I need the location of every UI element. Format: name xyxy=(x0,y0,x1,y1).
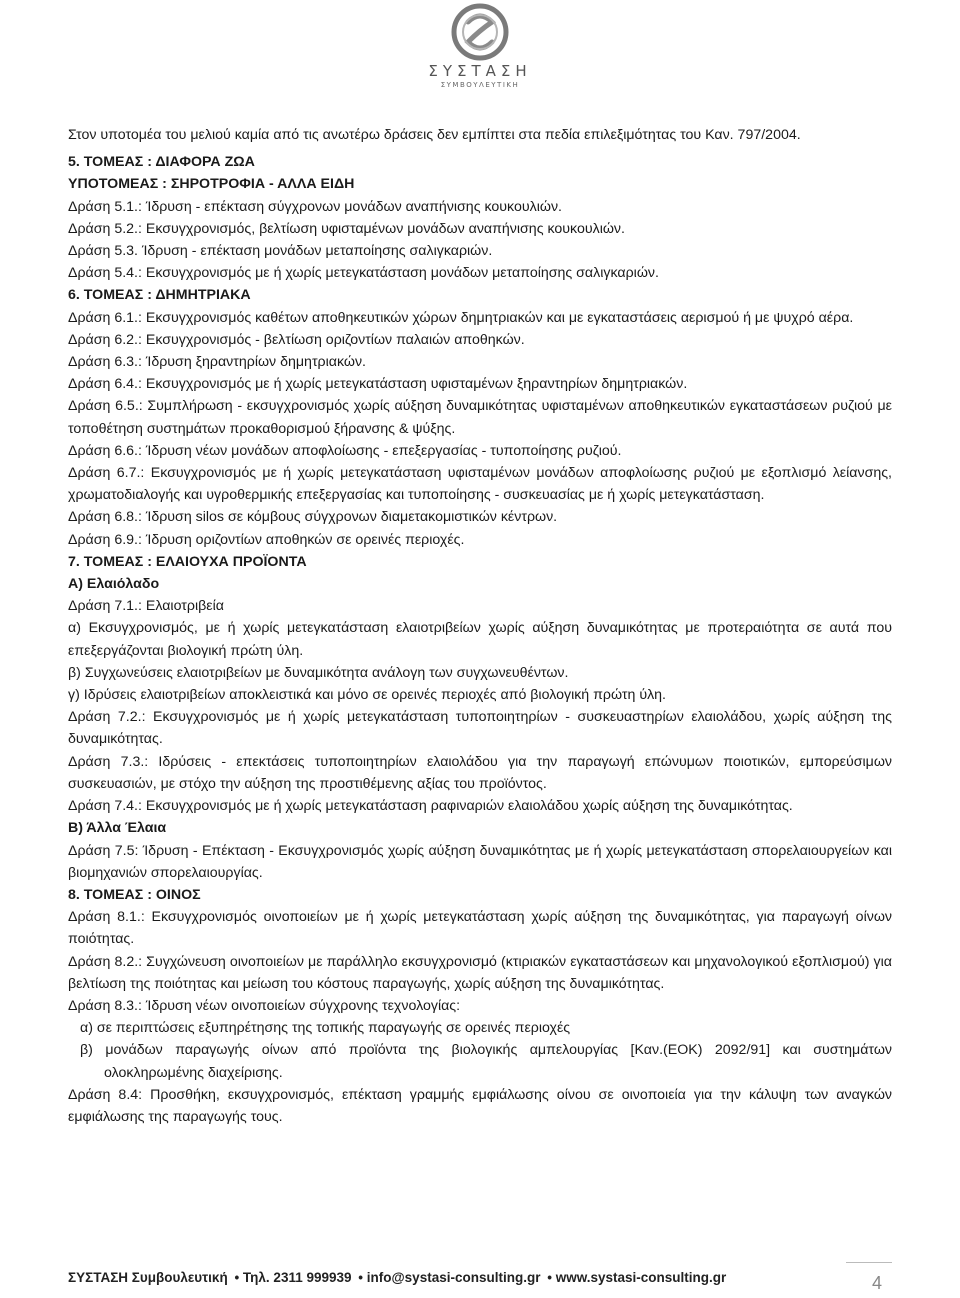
action-8-3-b: β) μονάδων παραγωγής οίνων από προϊόντα της βιολογικής αμπελουργίας [Καν.(ΕΟΚ) 2092/91] και συστημάτων ολοκληρωμένης διαχείρισης. xyxy=(80,1042,892,1081)
action-6-1: Δράση 6.1.: Εκσυγχρονισμός καθέτων αποθηκευτικών χώρων δημητριακών και με εγκαταστάσεις αερισμού ή με ψυχρό αέρα. xyxy=(68,309,854,326)
logo-name: ΣΥΣΤΑΣΗ xyxy=(428,62,532,80)
section-5-subtitle: ΥΠΟΤΟΜΕΑΣ : ΣΗΡΟΤΡΟΦΙΑ - ΑΛΛΑ ΕΙΔΗ xyxy=(68,176,355,193)
footer-phone: • Τηλ. 2311 999939 xyxy=(234,1270,352,1285)
action-5-2: Δράση 5.2.: Εκσυγχρονισμός, βελτίωση υφισταμένων μονάδων αναπήνισης κουκουλιών. xyxy=(68,220,625,237)
action-7-2: Δράση 7.2.: Εκσυγχρονισμός με ή χωρίς μετεγκατάσταση τυποποιητηρίων - συσκευαστηρίων ελαιολάδου, χωρίς αύξηση της δυναμικότητας. xyxy=(68,709,892,748)
section-7-a-heading: Α) Ελαιόλαδο xyxy=(68,576,160,593)
page-number-box xyxy=(846,1262,892,1297)
action-8-2: Δράση 8.2.: Συγχώνευση οινοποιείων με παράλληλο εκσυγχρονισμό (κτιριακών εγκαταστάσεων και μηχανολογικού εξοπλισμού) για βελτίωση της ποιότητας και μείωση του κόστους παραγωγής, χωρίς αύξηση της δυναμικότητας. xyxy=(68,953,892,992)
action-8-1: Δράση 8.1.: Εκσυγχρονισμός οινοποιείων με ή χωρίς μετεγκατάσταση χωρίς αύξηση της δυναμικότητας, για παραγωγή οίνων ποιότητας. xyxy=(68,909,892,948)
action-7-4: Δράση 7.4.: Εκσυγχρονισμός με ή χωρίς μετεγκατάσταση ραφιναριών ελαιολάδου χωρίς αύξηση της δυναμικότητας. xyxy=(68,798,793,815)
document-body xyxy=(68,124,892,1128)
action-8-3: Δράση 8.3.: Ίδρυση νέων οινοποιείων σύγχρονης τεχνολογίας: xyxy=(68,997,461,1014)
section-5-title: 5. ΤΟΜΕΑΣ : ΔΙΑΦΟΡΑ ΖΩΑ xyxy=(68,154,255,171)
logo-emblem-icon xyxy=(450,0,510,64)
section-6-title: 6. ΤΟΜΕΑΣ : ΔΗΜΗΤΡΙΑΚΑ xyxy=(68,287,251,304)
footer-email[interactable]: • info@systasi-consulting.gr xyxy=(358,1270,541,1285)
page-footer xyxy=(68,1270,892,1285)
action-5-1: Δράση 5.1.: Ίδρυση - επέκταση σύγχρονων μονάδων αναπήνισης κουκουλιών. xyxy=(68,198,562,215)
action-7-3: Δράση 7.3.: Ιδρύσεις - επεκτάσεις τυποποιητηρίων ελαιολάδου για την παραγωγή επώνυμων ποιοτικών, εμπορεύσιμων συσκευασιών, με στόχο την αύξηση της προστιθέμενης αξίας του προϊόντος. xyxy=(68,753,892,792)
action-6-4: Δράση 6.4.: Εκσυγχρονισμός με ή χωρίς μετεγκατάσταση υφισταμένων ξηραντηρίων δημητριακών. xyxy=(68,376,688,393)
action-6-2: Δράση 6.2.: Εκσυγχρονισμός - βελτίωση οριζοντίων παλαιών αποθηκών. xyxy=(68,331,525,348)
action-5-4: Δράση 5.4.: Εκσυγχρονισμός με ή χωρίς μετεγκατάσταση μονάδων μεταποίησης σαλιγκαριών. xyxy=(68,265,659,282)
action-6-5: Δράση 6.5.: Συμπλήρωση - εκσυγχρονισμός χωρίς αύξηση δυναμικότητας υφισταμένων αποθηκευτικών εγκαταστάσεων ρυζιού με τοποθέτηση συστημάτων προκαθορισμού ξήρανσης & ψύξης. xyxy=(68,398,892,437)
action-6-6: Δράση 6.6.: Ίδρυση νέων μονάδων αποφλοίωσης - επεξεργασίας - τυποποίησης ρυζιού. xyxy=(68,442,622,459)
page-number: 4 xyxy=(871,1273,882,1293)
action-7-1-a: α) Εκσυγχρονισμός, με ή χωρίς μετεγκατάσταση ελαιοτριβείων χωρίς αύξηση δυναμικότητας με προτεραιότητα σε αυτά που επεξεργάζονται βιολογική πρώτη ύλη. xyxy=(68,620,892,659)
logo-subtitle: ΣΥΜΒΟΥΛΕΥΤΙΚΗ xyxy=(440,81,520,89)
action-6-7: Δράση 6.7.: Εκσυγχρονισμός με ή χωρίς μετεγκατάσταση υφισταμένων μονάδων αποφλοίωσης ρυζιού με εξοπλισμό λείανσης, χρωματοδιαλογής και υγροθερμικής επεξεργασίας και τυποποίησης - συσκευασίας με ή χωρίς μετεγκατάσταση. xyxy=(68,465,892,504)
footer-company: ΣΥΣΤΑΣΗ Συμβουλευτική xyxy=(68,1270,228,1285)
action-7-5: Δράση 7.5: Ίδρυση - Επέκταση - Εκσυγχρονισμός χωρίς αύξηση δυναμικότητας με ή χωρίς μετεγκατάσταση σπορελαιουργείων και βιομηχανιών σπορελαιουργίας. xyxy=(68,842,892,881)
section-7-b-heading: Β) Άλλα Έλαια xyxy=(68,820,167,837)
action-7-1: Δράση 7.1.: Ελαιοτριβεία xyxy=(68,598,224,615)
action-8-3-a: α) σε περιπτώσεις εξυπηρέτησης της τοπικής παραγωγής σε ορεινές περιοχές xyxy=(80,1020,571,1037)
company-logo xyxy=(410,0,550,112)
action-5-3: Δράση 5.3. Ίδρυση - επέκταση μονάδων μεταποίησης σαλιγκαριών. xyxy=(68,243,493,260)
action-8-4: Δράση 8.4: Προσθήκη, εκσυγχρονισμός, επέκταση γραμμής εμφιάλωσης οίνου σε οινοποιεία για την κάλυψη των αναγκών εμφιάλωσης της παραγωγής τους. xyxy=(68,1086,892,1125)
section-8-title: 8. ΤΟΜΕΑΣ : ΟΙΝΟΣ xyxy=(68,886,201,903)
action-7-1-c: γ) Ιδρύσεις ελαιοτριβείων αποκλειστικά και μόνο σε ορεινές περιοχές από βιολογική πρώτη ύλη. xyxy=(68,687,666,704)
action-6-9: Δράση 6.9.: Ίδρυση οριζοντίων αποθηκών σε ορεινές περιοχές. xyxy=(68,531,465,548)
action-6-8: Δράση 6.8.: Ίδρυση silos σε κόμβους σύγχρονων διαμετακομιστικών κέντρων. xyxy=(68,509,558,526)
action-7-1-b: β) Συγχωνεύσεις ελαιοτριβείων με δυναμικότητα ανάλογη των συγχωνευθέντων. xyxy=(68,664,569,681)
action-6-3: Δράση 6.3.: Ίδρυση ξηραντηρίων δημητριακών. xyxy=(68,354,366,371)
section-7-title: 7. ΤΟΜΕΑΣ : ΕΛΑΙΟΥΧΑ ΠΡΟΪΟΝΤΑ xyxy=(68,553,307,570)
footer-website[interactable]: • www.systasi-consulting.gr xyxy=(547,1270,727,1285)
paragraph-honey: Στον υποτομέα του μελιού καμία από τις ανωτέρω δράσεις δεν εμπίπτει στα πεδία επιλεξιμότητας του Καν. 797/2004. xyxy=(68,127,801,143)
